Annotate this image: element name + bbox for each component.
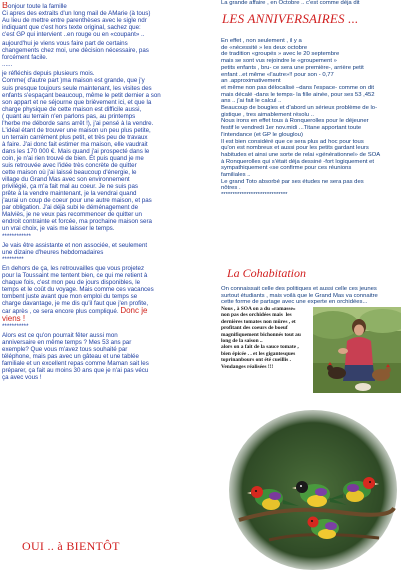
paragraph-4-red-note: Donc je viens ! <box>2 305 148 324</box>
left-column <box>2 2 220 572</box>
right-intro-line: La grande affaire , en Octobre .. c'est comme déja dit <box>221 0 360 6</box>
anniversaires-section <box>221 38 401 199</box>
paragraph-2: je réfléchis depuis plusieurs mois. Comme( d'autre part )ma maison est grande, que j'y suis presque toujours seule maintenant, les visites des enfants s'espaçant beaucoup, même le petit dernier a son son appart et ne séjourne que brièvement ici, et que la charge physique de cette maison est difficile aussi, ( quant au terrain n'en parlons pas, au printemps l'herbe me déborde sans arrêt !), j'ai pensé à la vendre. L'idéal étant de trouver une maison un peu plus petite, un terrain carrément plus petit, et très peu de travaux à faire. J'ai donc fait estimer ma maison, elle vaudrait dans les 170 000 €. Mais quand j'ai prospecté dans le coin, je n'ai rien trouvé de bien. Et puis quand je me suis retrouvée avec l'idée très concrète de quitter cette maison où j'ai laissé beaucoup d'énergie, le village du Grand Mas avec son environnement privilégié, ça m'a fait mal au coeur. Je ne suis pas prête à la vendre maintenant, je la vendrai quand j'aurai un coup de coeur pour une autre maison, et pas par obligation. J'ai déjà subi le déménagement de Malviès, je ne veux pas recommencer de quitter un endroit contrainte et forcée, ma prochaine maison sera un vrai choix, je vais me laisser le temps. <box>2 70 161 233</box>
cohabitation-intro <box>221 286 401 306</box>
right-column <box>221 0 404 575</box>
paragraph-1: aujourd'hui je viens vous faire part de certains changements chez moi, une décision nécessaire, pas forcément facile. <box>2 40 149 62</box>
salutation-initial: B <box>2 2 9 10</box>
gouldian-finches-photo <box>229 410 397 570</box>
paragraph-4 <box>2 265 220 323</box>
section-title-anniversaires: LES ANNIVERSAIRES ... <box>222 11 359 26</box>
salutation <box>2 2 220 10</box>
paragraph-5: Alors est ce qu'on pourrait fêter aussi mon anniversaire en même temps ? Mes 53 ans par exemple? Que vous m'avez tous souhaité par téléphone, mais pas avec un gâteau et une tablée familiale et un excellent repas comme Maman sait les préparer, ça fait au moins 30 ans que je n'ai pas vécu ça avec vous ! <box>2 332 149 382</box>
soa-note-text: Nous , à SOA on a du «ramasse» non pas des orchidées mais les dernières tomates non mûres , et profitant des coeurs de boeuf magnifiquement bichonnés tout au long de la saison .. alors on a fait de la sauce tomate , bien épicée . . et les gigantesques toprinanbours ont été cueillis . Vendanges réalisées !!! <box>221 306 301 370</box>
intro-paragraph: Ci apres des extraits d'un long mail de AMarie (à tous) Au lieu de mettre entre parenthèses avec le sigle ndr indiquant que c'est hors texte original, sachez que: c'est GP qui intervient ..en rouge ou en «coupant» .. <box>2 10 151 39</box>
separator-stars-right: ***************************** <box>221 192 288 199</box>
cohabitation-text: On connaissait celle des politiques et aussi celle ces jeunes surtout étudiants , mais voilà que le Grand Mas va connaitre cette forme de partage avec une experte en orchidées... <box>221 286 378 306</box>
separator-dots: ...... <box>2 61 13 69</box>
separator-stars-1: ************ <box>2 232 31 240</box>
sign-off: OUI .. à BIENTÔT <box>22 539 120 553</box>
salutation-text: onjour toute la famille <box>8 3 67 10</box>
section-title-cohabitation: La Cohabitation <box>227 266 307 280</box>
soa-note <box>221 306 313 370</box>
anniversaires-text: En effet , non seulement , il y a de «nécessité » les deux octobre de tradition «groupés » avec le 20 septembre mais se sont vus rejoindre le «groupement » petits enfants , bru- ce sera une première-, arrière petit enfant ..et même «l'autre»!! pour son - 0,77 an .approximativement et même non pas délocalisé –dans l'espace- comme on dit mais décalé -dans le temps- la fille ainée, pour ses 53 ,452 ans .. j'ai fait le calcul .. Beaucoup de bougies et d'abord un sérieux problème de lo- gistique , tres aimablement résolu .. Nous irons en effet tous à Ronquerolles pour le déjeuner festif le vendredi 1er nov.midi ...Titane apportant toute l'intendance (et GP le glouglou) Il est bien considéré que ce sera plus ad hoc pour tous qu'on est nombreux et aussi pour les petits gardant leurs habitudes et ainsi une sorte de relai «générationnel» de SOA à Ronquerolles qui s'était déja dessiné -fort logiquement et sympathiquement «se confirme pour ces réunions familiales .. Le grand Toto absorbé par ses études ne sera pas des nôtres . <box>221 38 381 192</box>
separator-stars-3: *********** <box>2 323 29 331</box>
paragraph-4-text: En dehors de ça, les retrouvailles que vous projetez pour la Toussaint me tentent bien, ce qui me retient à chaque fois, c'est mon peu de jours disponibles, le temps et le coût du voyage. Mais comme ces vacances tombent juste avant que mon emploi du temps se charge davantage, je me dis qu'il faut que j'en profite, car après , ce sera encore plus compliqué. <box>2 264 154 315</box>
separator-stars-2: ********* <box>2 255 24 263</box>
woman-with-chickens-photo <box>313 307 401 393</box>
paragraph-3: Je vais être assistante et non associée, et seulement une dizaine d'heures hebdomadaires <box>2 241 148 256</box>
